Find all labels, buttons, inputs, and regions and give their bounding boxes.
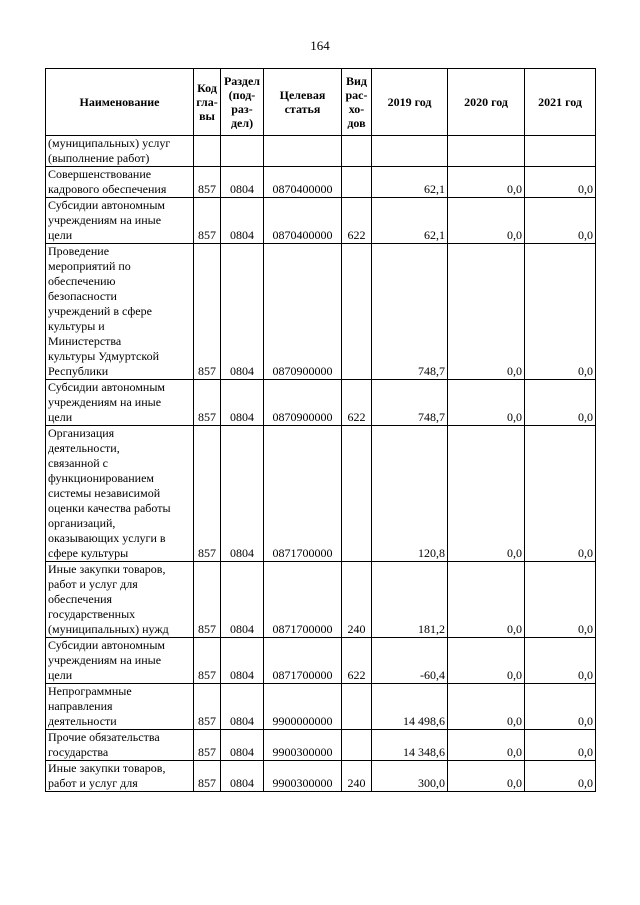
cell-y2020	[448, 136, 525, 167]
cell-code: 857	[194, 426, 221, 562]
page-number: 164	[310, 38, 330, 53]
cell-section: 0804	[221, 730, 264, 761]
cell-y2021: 0,0	[525, 167, 596, 198]
table-row	[46, 136, 596, 167]
cell-name: Проведение мероприятий по обеспечению безопасности учреждений в сфере культуры и Министерства культуры Удмуртской Республики	[46, 244, 194, 380]
cell-y2019: 181,2	[372, 562, 448, 638]
cell-section: 0804	[221, 684, 264, 730]
table-row	[46, 761, 596, 792]
cell-y2021: 0,0	[525, 638, 596, 684]
cell-y2019: -60,4	[372, 638, 448, 684]
cell-y2021: 0,0	[525, 244, 596, 380]
cell-y2020: 0,0	[448, 167, 525, 198]
cell-name: Совершенствование кадрового обеспечения	[46, 167, 194, 198]
cell-target: 9900000000	[264, 684, 342, 730]
table-row	[46, 380, 596, 426]
cell-code: 857	[194, 380, 221, 426]
cell-y2019: 62,1	[372, 167, 448, 198]
cell-section: 0804	[221, 426, 264, 562]
cell-y2019: 748,7	[372, 244, 448, 380]
cell-code: 857	[194, 638, 221, 684]
cell-code: 857	[194, 562, 221, 638]
cell-type	[342, 136, 372, 167]
col-code-header: Код гла- вы	[194, 69, 221, 136]
cell-target	[264, 136, 342, 167]
cell-type: 240	[342, 761, 372, 792]
cell-target: 0871700000	[264, 638, 342, 684]
table-row	[46, 730, 596, 761]
cell-code: 857	[194, 167, 221, 198]
cell-y2020: 0,0	[448, 426, 525, 562]
cell-y2019: 62,1	[372, 198, 448, 244]
cell-name: Иные закупки товаров, работ и услуг для обеспечения государственных (муниципальных) нужд	[46, 562, 194, 638]
col-2021-header: 2021 год	[525, 69, 596, 136]
cell-type: 622	[342, 198, 372, 244]
cell-y2019: 14 498,6	[372, 684, 448, 730]
cell-y2021	[525, 136, 596, 167]
cell-code: 857	[194, 684, 221, 730]
cell-y2019: 14 348,6	[372, 730, 448, 761]
cell-type: 622	[342, 638, 372, 684]
cell-name: Иные закупки товаров, работ и услуг для	[46, 761, 194, 792]
col-2020-header: 2020 год	[448, 69, 525, 136]
cell-y2020: 0,0	[448, 761, 525, 792]
header-row	[46, 69, 596, 136]
cell-type	[342, 684, 372, 730]
col-target-header: Целевая статья	[264, 69, 342, 136]
cell-code: 857	[194, 730, 221, 761]
cell-section	[221, 136, 264, 167]
cell-y2020: 0,0	[448, 380, 525, 426]
cell-name: Прочие обязательства государства	[46, 730, 194, 761]
cell-y2021: 0,0	[525, 684, 596, 730]
budget-table	[45, 68, 596, 792]
table-row	[46, 562, 596, 638]
cell-y2021: 0,0	[525, 426, 596, 562]
cell-y2021: 0,0	[525, 198, 596, 244]
cell-target: 9900300000	[264, 730, 342, 761]
cell-section: 0804	[221, 244, 264, 380]
cell-type	[342, 730, 372, 761]
cell-code: 857	[194, 244, 221, 380]
cell-type	[342, 244, 372, 380]
table-row	[46, 167, 596, 198]
cell-target: 0870400000	[264, 198, 342, 244]
cell-target: 0870400000	[264, 167, 342, 198]
cell-y2019: 748,7	[372, 380, 448, 426]
cell-section: 0804	[221, 562, 264, 638]
cell-section: 0804	[221, 380, 264, 426]
cell-code: 857	[194, 198, 221, 244]
cell-type: 240	[342, 562, 372, 638]
cell-type	[342, 167, 372, 198]
cell-y2019	[372, 136, 448, 167]
table-row	[46, 198, 596, 244]
col-2019-header: 2019 год	[372, 69, 448, 136]
cell-name: Субсидии автономным учреждениям на иные цели	[46, 638, 194, 684]
cell-name: Непрограммные направления деятельности	[46, 684, 194, 730]
cell-section: 0804	[221, 198, 264, 244]
table-row	[46, 684, 596, 730]
cell-y2021: 0,0	[525, 562, 596, 638]
cell-y2019: 300,0	[372, 761, 448, 792]
table-row	[46, 426, 596, 562]
cell-target: 0870900000	[264, 244, 342, 380]
cell-y2020: 0,0	[448, 244, 525, 380]
col-expense-type-header: Вид рас- хо- дов	[342, 69, 372, 136]
cell-y2021: 0,0	[525, 761, 596, 792]
cell-type: 622	[342, 380, 372, 426]
cell-section: 0804	[221, 761, 264, 792]
cell-y2021: 0,0	[525, 730, 596, 761]
cell-target: 0871700000	[264, 562, 342, 638]
cell-type	[342, 426, 372, 562]
cell-y2020: 0,0	[448, 638, 525, 684]
table-row	[46, 638, 596, 684]
cell-section: 0804	[221, 638, 264, 684]
cell-y2019: 120,8	[372, 426, 448, 562]
cell-code	[194, 136, 221, 167]
cell-section: 0804	[221, 167, 264, 198]
cell-y2021: 0,0	[525, 380, 596, 426]
cell-y2020: 0,0	[448, 198, 525, 244]
cell-target: 0871700000	[264, 426, 342, 562]
cell-name: Организация деятельности, связанной с функционированием системы независимой оценки качества работы организаций, оказывающих услуги в сфере культуры	[46, 426, 194, 562]
cell-name: Субсидии автономным учреждениям на иные цели	[46, 198, 194, 244]
cell-name: (муниципальных) услуг (выполнение работ)	[46, 136, 194, 167]
table-row	[46, 244, 596, 380]
cell-name: Субсидии автономным учреждениям на иные цели	[46, 380, 194, 426]
cell-target: 0870900000	[264, 380, 342, 426]
cell-y2020: 0,0	[448, 684, 525, 730]
col-section-header: Раздел (под- раз- дел)	[221, 69, 264, 136]
cell-code: 857	[194, 761, 221, 792]
cell-target: 9900300000	[264, 761, 342, 792]
col-name-header: Наименование	[46, 69, 194, 136]
cell-y2020: 0,0	[448, 562, 525, 638]
cell-y2020: 0,0	[448, 730, 525, 761]
